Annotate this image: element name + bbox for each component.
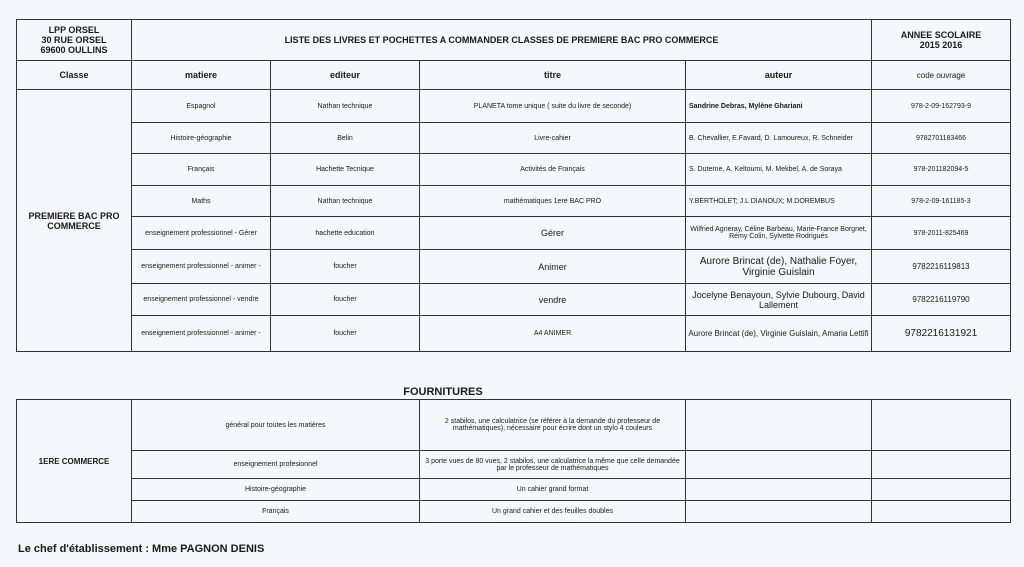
book-auteur: Sandrine Debras, Mylène Ghariani <box>686 90 872 123</box>
book-code: 978-2011-825469 <box>872 217 1011 250</box>
book-matiere: Maths <box>132 186 271 217</box>
book-matiere: enseignement professionnel - animer - <box>132 316 271 352</box>
empty-cell <box>686 501 872 523</box>
book-code: 9782216131921 <box>872 316 1011 352</box>
book-code: 978-201182094-5 <box>872 154 1011 186</box>
fournitures-table <box>16 399 1011 523</box>
book-code: 9782216119813 <box>872 250 1011 284</box>
book-auteur: Aurore Brincat (de), Virginie Guislain, Amaria Lettifi <box>686 316 872 352</box>
book-titre: Gérer <box>420 217 686 250</box>
empty-cell <box>872 501 1011 523</box>
book-code: 978-2-09-161185-3 <box>872 186 1011 217</box>
book-code: 978-2-09-162793-9 <box>872 90 1011 123</box>
book-matiere: Espagnol <box>132 90 271 123</box>
col-header-matiere: matiere <box>132 61 271 90</box>
empty-cell <box>686 400 872 451</box>
book-titre: vendre <box>420 284 686 316</box>
book-titre: PLANETA tome unique ( suite du livre de seconde) <box>420 90 686 123</box>
book-code: 9782701183466 <box>872 123 1011 154</box>
empty-cell <box>872 479 1011 501</box>
fourniture-matiere: général pour toutes les matières <box>132 400 420 451</box>
class-name: PREMIERE BAC PRO COMMERCE <box>17 90 132 352</box>
book-list-table <box>16 19 1011 352</box>
col-header-titre: titre <box>420 61 686 90</box>
empty-cell <box>872 451 1011 479</box>
fourniture-item: 3 porte vues de 80 vues, 2 stabilos, une calculatrice la même que celle demandée par le professeur de mathématiques <box>420 451 686 479</box>
book-auteur: Wilfried Agneray, Céline Barbeau, Marie-France Borgnet, Rémy Colin, Sylvette Rodrigués <box>686 217 872 250</box>
signature: Le chef d'établissement : Mme PAGNON DENIS <box>18 543 265 555</box>
book-editeur: foucher <box>271 316 420 352</box>
book-matiere: enseignement professionnel - animer - <box>132 250 271 284</box>
empty-cell <box>872 400 1011 451</box>
fourniture-item: Un cahier grand format <box>420 479 686 501</box>
book-editeur: foucher <box>271 250 420 284</box>
book-editeur: foucher <box>271 284 420 316</box>
book-editeur: Nathan technique <box>271 90 420 123</box>
book-editeur: Nathan technique <box>271 186 420 217</box>
fourniture-matiere: Français <box>132 501 420 523</box>
book-titre: Activités de Français <box>420 154 686 186</box>
fourniture-item: Un grand cahier et des feuilles doubles <box>420 501 686 523</box>
book-matiere: Français <box>132 154 271 186</box>
fourniture-matiere: Histoire-géographie <box>132 479 420 501</box>
book-titre: Livre-cahier <box>420 123 686 154</box>
fournitures-class-name: 1ERE COMMERCE <box>17 400 132 523</box>
col-header-auteur: auteur <box>686 61 872 90</box>
col-header-editeur: editeur <box>271 61 420 90</box>
book-titre: Animer <box>420 250 686 284</box>
col-header-classe: Classe <box>17 61 132 90</box>
book-matiere: Histoire-géographie <box>132 123 271 154</box>
fournitures-title: FOURNITURES <box>403 386 483 398</box>
book-titre: mathématiques 1ere BAC PRO <box>420 186 686 217</box>
book-auteur: Aurore Brincat (de), Nathalie Foyer, Virginie Guislain <box>686 250 872 284</box>
empty-cell <box>686 479 872 501</box>
empty-cell <box>686 451 872 479</box>
book-editeur: Hachette Tecnique <box>271 154 420 186</box>
book-matiere: enseignement professionnel - Gérer <box>132 217 271 250</box>
book-auteur: S. Duterne, A. Keltoumi, M. Mekbel, A. de Soraya <box>686 154 872 186</box>
col-header-code: code ouvrage <box>872 61 1011 90</box>
book-titre: A4 ANIMER <box>420 316 686 352</box>
fourniture-item: 2 stabilos, une calculatrice (se référer à la demande du professeur de mathématiques), nécessaire pour écrire dont un stylo 4 couleurs <box>420 400 686 451</box>
book-editeur: hachette education <box>271 217 420 250</box>
book-code: 9782216119790 <box>872 284 1011 316</box>
book-matiere: enseignement professionnel - vendre <box>132 284 271 316</box>
book-auteur: Y.BERTHOLET; J.L DIANOUX; M.DOREMBUS <box>686 186 872 217</box>
book-auteur: Jocelyne Benayoun, Sylvie Dubourg, David Lallement <box>686 284 872 316</box>
page-title: LISTE DES LIVRES ET POCHETTES A COMMANDER CLASSES DE PREMIERE BAC PRO COMMERCE <box>132 20 872 61</box>
book-editeur: Belin <box>271 123 420 154</box>
fourniture-matiere: enseignement profesionnel <box>132 451 420 479</box>
book-auteur: B. Chevallier, E.Favard, D. Lamoureux, R. Schneider <box>686 123 872 154</box>
school-address: LPP ORSEL 30 RUE ORSEL 69600 OULLINS <box>17 20 132 61</box>
school-year: ANNEE SCOLAIRE 2015 2016 <box>872 20 1011 61</box>
